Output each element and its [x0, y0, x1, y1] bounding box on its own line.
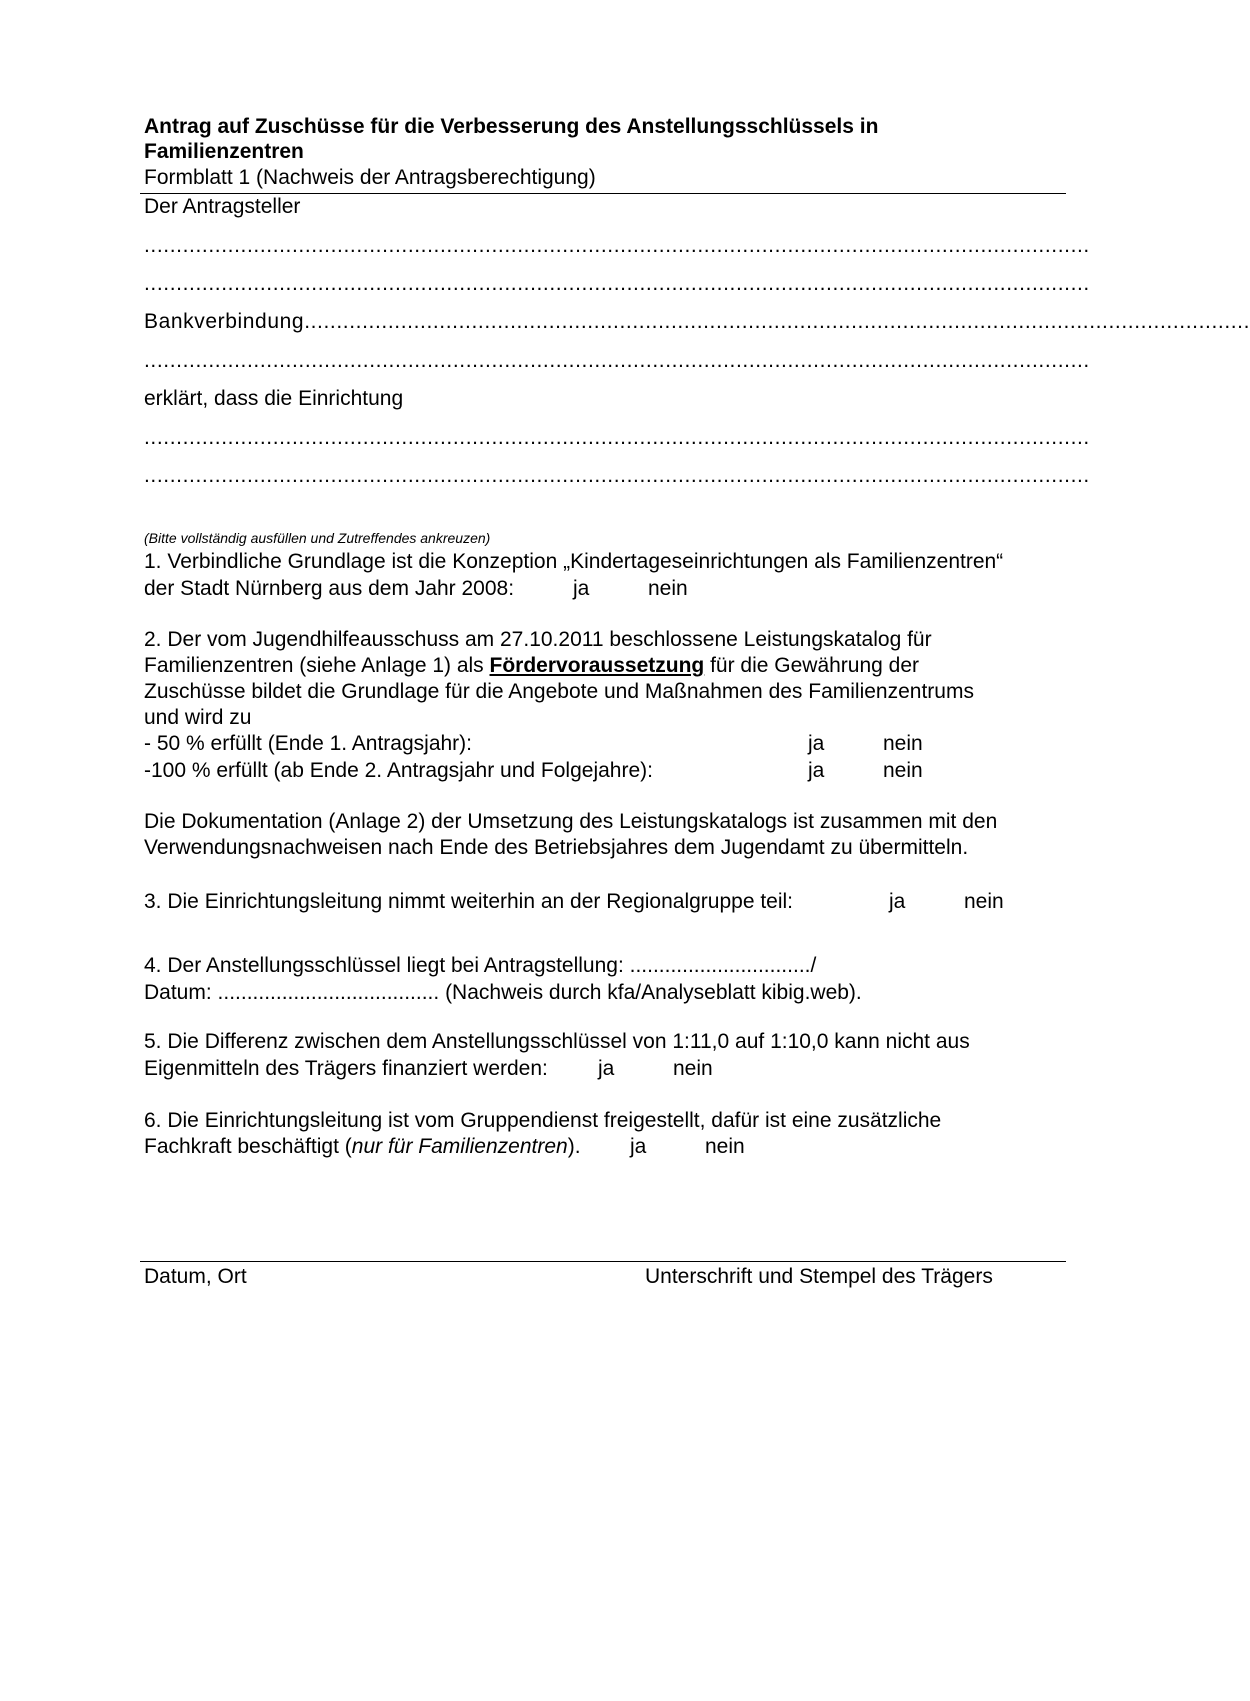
foerdervoraussetzung-emphasis: Fördervoraussetzung	[489, 654, 705, 677]
item3-no-option[interactable]: nein	[964, 890, 1004, 913]
facility-field-line-1[interactable]: ...................................................................................................................................................	[144, 426, 1090, 449]
bank-field-line-2[interactable]: ...................................................................................................................................................	[144, 349, 1090, 372]
item6-italic-note: nur für Familienzentren	[351, 1135, 568, 1158]
item6-line-2-end: ).	[567, 1135, 581, 1158]
item1-line-2: der Stadt Nürnberg aus dem Jahr 2008:	[144, 577, 515, 600]
item2-line-2-end: für die Gewährung der	[704, 654, 920, 677]
item6-no-option[interactable]: nein	[705, 1135, 745, 1158]
item2-option-50-label: - 50 % erfüllt (Ende 1. Antragsjahr):	[144, 732, 472, 755]
facility-field-line-2[interactable]: ...................................................................................................................................................	[144, 464, 1090, 487]
item2-line-3: Zuschüsse bildet die Grundlage für die Angebote und Maßnahmen des Familienzentrums	[144, 680, 974, 703]
item2-100-no-option[interactable]: nein	[883, 759, 923, 782]
bank-label: Bankverbindung	[144, 310, 305, 333]
applicant-field-line-2[interactable]: ...................................................................................................................................................	[144, 272, 1090, 295]
item2-50-yes-option[interactable]: ja	[808, 732, 825, 755]
item5-yes-option[interactable]: ja	[598, 1057, 615, 1080]
item1-no-option[interactable]: nein	[648, 577, 688, 600]
item2-50-no-option[interactable]: nein	[883, 732, 923, 755]
date-place-label: Datum, Ort	[144, 1265, 247, 1288]
item2-line-4: und wird zu	[144, 706, 252, 729]
item1-line-1: 1. Verbindliche Grundlage ist die Konzeption „Kindertageseinrichtungen als Familienzentren“	[144, 550, 1004, 573]
fill-instruction: (Bitte vollständig ausfüllen und Zutreffendes ankreuzen)	[144, 530, 491, 546]
documentation-line-1: Die Dokumentation (Anlage 2) der Umsetzung des Leistungskatalogs ist zusammen mit den	[144, 810, 998, 833]
item6-line-2	[144, 1134, 581, 1160]
declares-label: erklärt, dass die Einrichtung	[144, 387, 404, 410]
item3-yes-option[interactable]: ja	[889, 890, 906, 913]
form-title-line-2: Familienzentren	[144, 140, 304, 163]
bank-field-dots: ...................................................................................................................................................	[304, 310, 1250, 333]
documentation-line-2: Verwendungsnachweisen nach Ende des Betriebsjahres dem Jugendamt zu übermitteln.	[144, 836, 969, 859]
bank-field-row[interactable]	[144, 309, 1250, 335]
item5-line-2: Eigenmitteln des Trägers finanziert werden:	[144, 1057, 548, 1080]
signature-line	[140, 1261, 1066, 1262]
item2-line-2-start: Familienzentren (siehe Anlage 1) als	[144, 654, 490, 677]
applicant-label: Der Antragsteller	[144, 195, 301, 218]
item2-100-yes-option[interactable]: ja	[808, 759, 825, 782]
form-title-line-1: Antrag auf Zuschüsse für die Verbesserung des Anstellungsschlüssels in	[144, 115, 879, 138]
item5-no-option[interactable]: nein	[673, 1057, 713, 1080]
item1-yes-option[interactable]: ja	[573, 577, 590, 600]
item5-line-1: 5. Die Differenz zwischen dem Anstellungsschlüssel von 1:11,0 auf 1:10,0 kann nicht aus	[144, 1030, 970, 1053]
item2-line-2	[144, 653, 919, 679]
item2-option-100-label: -100 % erfüllt (ab Ende 2. Antragsjahr und Folgejahre):	[144, 759, 653, 782]
item6-line-2-start: Fachkraft beschäftigt (	[144, 1135, 352, 1158]
item4-line-1[interactable]: 4. Der Anstellungsschlüssel liegt bei Antragstellung: .............................../	[144, 954, 817, 977]
item3-text: 3. Die Einrichtungsleitung nimmt weiterhin an der Regionalgruppe teil:	[144, 890, 794, 913]
item6-line-1: 6. Die Einrichtungsleitung ist vom Gruppendienst freigestellt, dafür ist eine zusätzliche	[144, 1109, 942, 1132]
applicant-field-line-1[interactable]: ...................................................................................................................................................	[144, 234, 1090, 257]
item6-yes-option[interactable]: ja	[630, 1135, 647, 1158]
item4-line-2[interactable]: Datum: ...................................... (Nachweis durch kfa/Analyseblatt kibig.web).	[144, 981, 862, 1004]
item2-line-1: 2. Der vom Jugendhilfeausschuss am 27.10.2011 beschlossene Leistungskatalog für	[144, 628, 932, 651]
form-subtitle: Formblatt 1 (Nachweis der Antragsberechtigung)	[144, 166, 596, 189]
signature-stamp-label: Unterschrift und Stempel des Trägers	[645, 1265, 993, 1288]
